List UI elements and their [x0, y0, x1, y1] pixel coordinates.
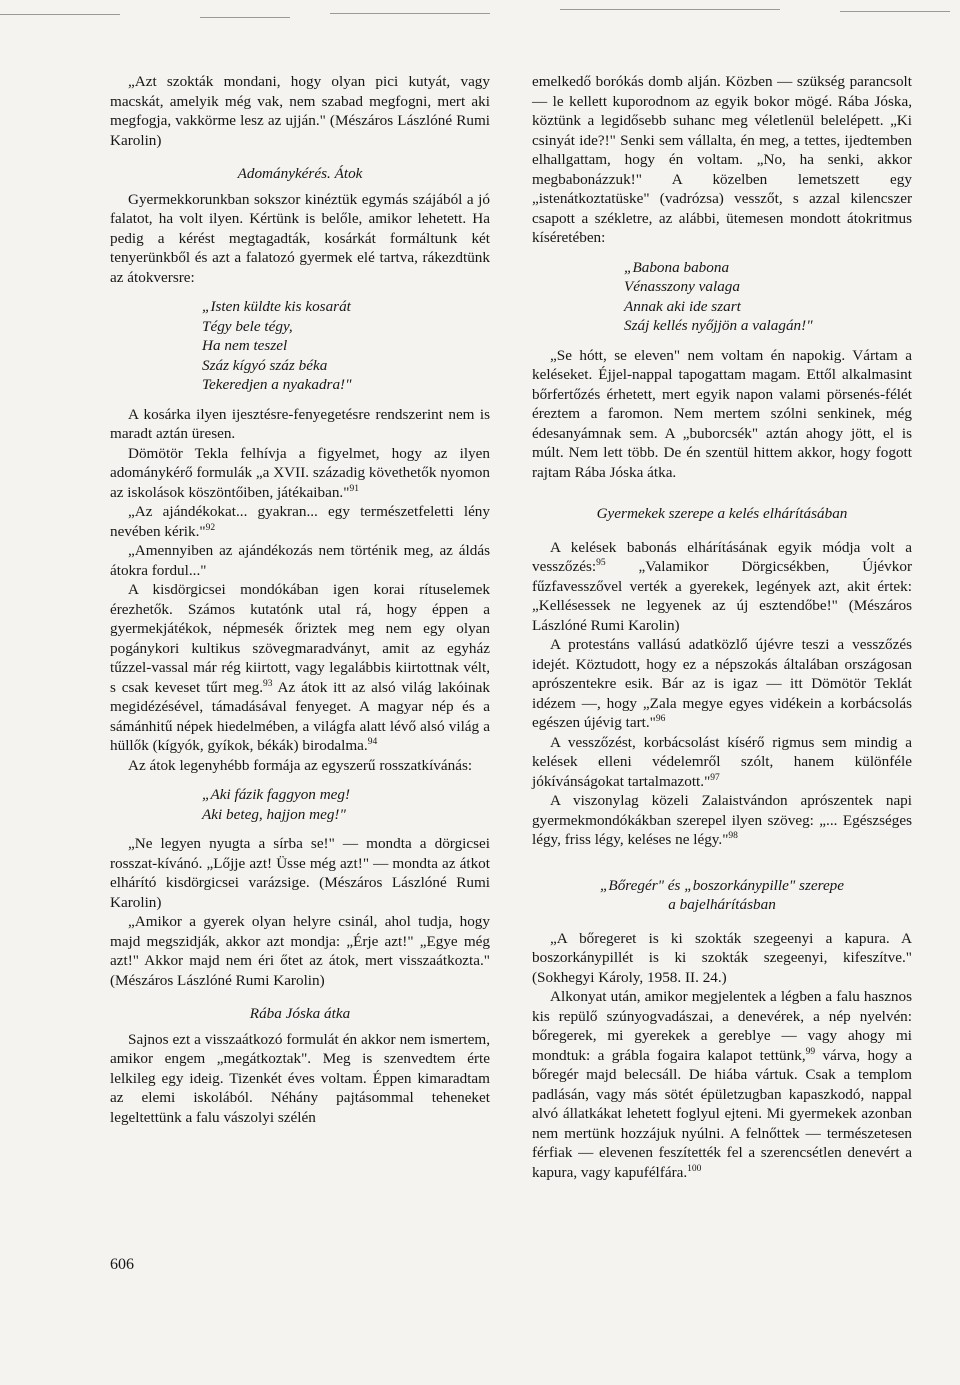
paragraph-text: „Valamikor Dörgicsékben, Újévkor fűzfavesszővel verték a gyerekek, legények azt, akit értek: „Kellésessek ne legyenek az új esztendőbe!" (Mészáros Lászlóné Rumi Karolin)	[532, 558, 912, 634]
paragraph-text: A kelések babonás elhárításának egyik módja volt a vesszőzés:	[532, 538, 912, 575]
paragraph-text: Dömötör Tekla felhívja a figyelmet, hogy az ilyen adománykérő formulák „a XVII. századig követhetők nyomon az iskolások köszöntőiben, játékaiban."	[110, 444, 490, 501]
opening-quote: „Azt szokták mondani, hogy olyan pici kutyát, vagy macskát, amelyik még vak, nem szabad megfogni, mert aki megfogja, vakkörme lesz az ujján." (Mészáros Lászlóné Rumi Karolin)	[110, 73, 490, 149]
section-heading-adomanykeres: Adománykérés. Átok	[237, 165, 363, 182]
heading-line: a bajelhárításban	[668, 896, 776, 913]
section-heading-boregér	[532, 876, 912, 915]
footnote-ref: 97	[710, 772, 720, 783]
paragraph: emelkedő borókás domb alján. Közben — szükség parancsolt — le kellett kuporodnom az egyik bokor mögé. Rába Jóska, köztünk a legidősebb suhanc meg véletlenül belelépett. „Ki csinyát ide?!" Senki sem vállalta, én meg, a tettes, ijedtemben elhallgattam, hogy én voltam. „No, ha senki, akkor megbabonázzuk!" A közelben lemetszett egy „istenátkoztatüske" (vadrózsa) vesszőt, s azzal kilencszer csapott a székletre, az alábbi, ütemesen mondott átokritmus kíséretében:	[532, 73, 912, 246]
footnote-ref: 92	[205, 522, 216, 533]
paragraph-text: Az átok itt az alsó világ lakóinak megidézésével, támadásával fenyeget. A magyar nép és a sámánhitű népek hiedelmében, a világfa alatt lévő alsó világ a hüllők (kígyók, gyíkok, békák) birodalma.	[110, 678, 490, 754]
paragraph	[110, 502, 490, 541]
paragraph: A kosárka ilyen ijesztésre-fenyegetésre rendszerint nem is maradt aztán üresen.	[110, 405, 490, 442]
paragraph	[532, 791, 912, 850]
scan-edge-artifacts	[0, 0, 960, 24]
heading-line: „Bőregér" és „boszorkánypille" szerepe	[599, 876, 845, 894]
paragraph	[532, 733, 912, 792]
verse-line: Aki beteg, hajjon meg!"	[202, 805, 346, 823]
left-column	[110, 72, 490, 1127]
paragraph: Sajnos ezt a visszaátkozó formulát én akkor nem ismertem, amikor engem „megátkoztak". Meg is szenvedtem érte lelkileg egy ideig. Tizenkét éves voltam. Éppen kimaradtam az elemi iskolából. Néhány pajtásommal teheneket legeltettünk a falu vászolyi szélén	[110, 1030, 490, 1126]
paragraph: „Amennyiben az ajándékozás nem történik meg, az áldás átokra fordul..."	[110, 542, 490, 579]
paragraph: „Amikor a gyerek olyan helyre csinál, ahol tudja, hogy majd megszidják, akkor azt mondja: „Érje azt!" „Egye még azt!" Akkor majd nem éri őtet az átok, mert visszaátkozta." (Mészáros Lászlóné Rumi Karolin)	[110, 913, 490, 989]
section-heading-keles: Gyermekek szerepe a kelés elhárításában	[596, 505, 848, 522]
paragraph: „Se hótt, se eleven" nem voltam én napokig. Vártam a keléseket. Éjjel-nappal tapogattam magam. Ettől alkalmasint bőrfertőzés érhetett, mert egyik napon valami pörsenés-félét éreztem a faromon. Nem mertem szólni senkinek, még édesanyámnak sem. A „buborcsék" aztán ahogy jött, el is múlt. Nem lett több. De én szentül hittem akkor, hogy fogott rajtam Rába Jóska átka.	[532, 346, 912, 481]
right-column	[532, 72, 912, 1182]
paragraph: Gyermekkorunkban sokszor kinéztük egymás szájából a jó falatot, ha volt ilyen. Kértünk is belőle, amikor lehetett. Ha pedig a kérést megtagadták, kosárkát formáltunk két tenyerünkből és azt a falatozó gyermek elé tartva, rákezdtünk az átokversre:	[110, 190, 490, 286]
verse-line: Száz kígyó száz béka	[202, 356, 328, 374]
paragraph-text: A vesszőzést, korbácsolást kísérő rigmus sem mindig a kelések elleni védelemről szólt, hanem különféle jókívánságokat tartalmazott."	[532, 733, 912, 790]
footnote-ref: 98	[728, 830, 738, 841]
verse-line: Annak aki ide szart	[624, 297, 741, 315]
paragraph	[532, 538, 912, 636]
paragraph-text: A viszonylag közeli Zalaistvándon aprószentek napi gyermekmondókákban szerepel ilyen szöveg: „... Egészséges légy, friss légy, keléses ne légy."	[532, 792, 912, 848]
footnote-ref: 99	[805, 1046, 816, 1057]
paragraph: „Ne legyen nyugta a sírba se!" — mondta a dörgicsei rosszat-kívánó. „Lőjje azt! Üsse még azt!" — mondta az átkot elhárító kisdörgicsei varázsige. (Mészáros Lászlóné Rumi Karolin)	[110, 835, 490, 911]
verse-line: Ha nem teszel	[202, 337, 288, 354]
verse-line: „Babona babona	[624, 258, 730, 276]
footnote-ref: 91	[349, 483, 359, 494]
verse-line: „Isten küldte kis kosarát	[202, 298, 351, 315]
paragraph	[532, 987, 912, 1182]
footnote-ref: 96	[655, 713, 666, 724]
verse-rosszatkivanas	[202, 785, 490, 824]
verse-line: Vénasszony valaga	[624, 278, 740, 295]
footnote-ref: 100	[687, 1163, 702, 1174]
page-number: 606	[110, 1256, 134, 1273]
paragraph-text: „Az ajándékokat... gyakran... egy természetfeletti lény nevében kérik."	[110, 503, 490, 540]
paragraph	[110, 580, 490, 756]
paragraph	[532, 635, 912, 733]
paragraph-text: A kisdörgicsei mondókában igen korai rítuselemek érezhetők. Számos kutatónk utal rá, hogy éppen a gyermekjátékok, népmesék őriztek meg nem egy olyan pogánykori kultikus szövegmaradványt, amit az egyház tűzzel-vassal már rég kiirtott, vagy legalábbis kiirtottnak vélt, s csak keveset tűrt meg.	[110, 581, 490, 696]
verse-babona	[624, 258, 912, 336]
verse-line: Száj kellés nyőjjön a valagán!"	[624, 317, 813, 334]
verse-line: „Aki fázik faggyon meg!	[202, 786, 351, 803]
paragraph-text: A protestáns vallású adatközlő újévre teszi a vesszőzés idejét. Köztudott, hogy ez a népszokás általában országosan aprószentekre esik. Bár az is igaz — itt Dömötör Teklát idézem —, hogy „Zala megye egyes vidékein a korbácsolás egészen újévig tart."	[532, 636, 912, 731]
paragraph: „A bőregeret is ki szokták szegeenyi a kapura. A boszorkánypillét is ki szokták szegeenyi, kifeszítve." (Sokhegyi Károly, 1958. II. 24.)	[532, 929, 912, 986]
footnote-ref: 93	[263, 678, 273, 689]
paragraph	[110, 444, 490, 503]
paragraph-text: várva, hogy a bőregér majd belecsáll. De hiába vártuk. Csak a templom padlásán, vagy más sötét épületzugban kapaszkodó, nappal alvó állatkákat lehetett foglyul ejteni. Mi gyermekek azonban nem mertünk hozzájuk nyúlni. A felnőttek — természetesen férfiak — elevenen feszítették fel a szerencsétlen denevért a kapura, vagy kapufélfára.	[532, 1046, 913, 1181]
paragraph: Az átok legenyhébb formája az egyszerű rosszatkívánás:	[128, 756, 473, 774]
footnote-ref: 94	[367, 736, 378, 747]
verse-atokvers	[202, 297, 490, 395]
verse-line: Tekeredjen a nyakadra!"	[202, 376, 352, 393]
paragraph-text: Alkonyat után, amikor megjelentek a légben a falu hasznos kis repülő szúnyogvadászai, a denevérek, a nép nyelvén: bőregerek, mi gyerekek a gereblye — vagy ahogy mi mondtuk: a grábla fogaira kalapot tettünk,	[532, 988, 912, 1064]
section-heading-raba-joska: Rába Jóska átka	[249, 1005, 351, 1022]
verse-line: Tégy bele tégy,	[202, 317, 293, 335]
footnote-ref: 95	[596, 557, 606, 568]
